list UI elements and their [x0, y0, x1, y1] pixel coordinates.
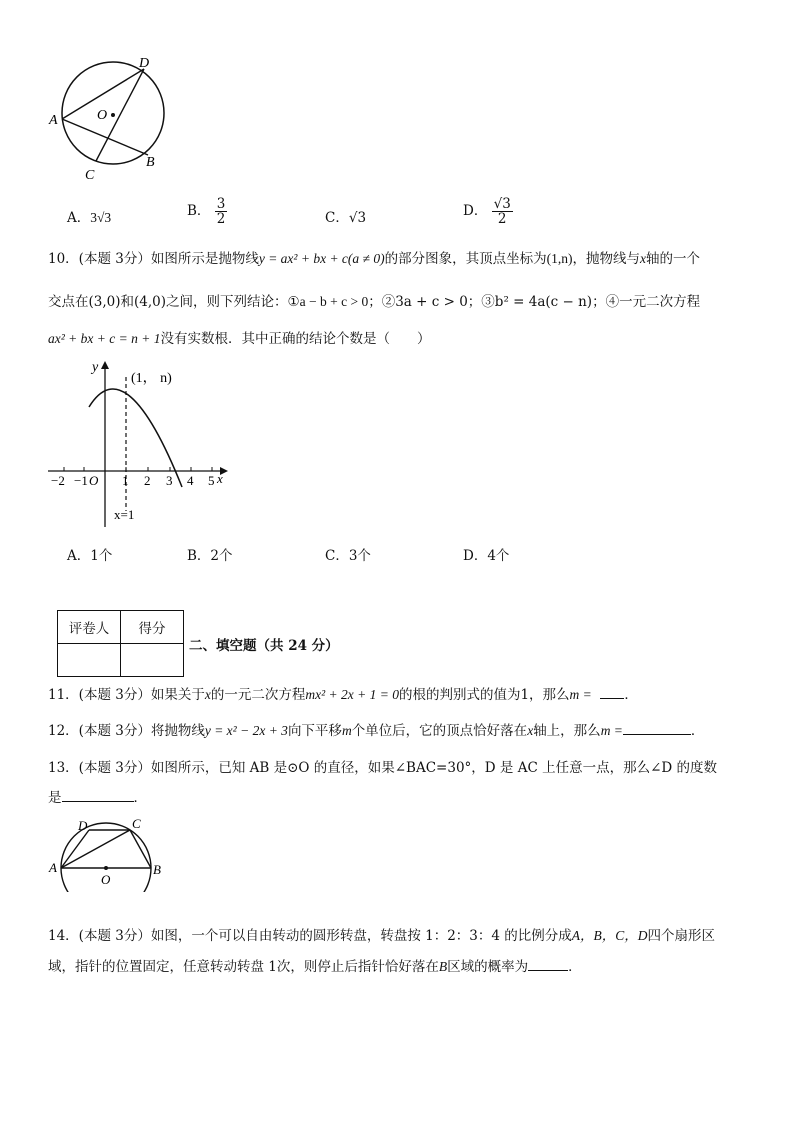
label-O: O: [101, 872, 111, 887]
q10-line-2: 交点在(3,0)和(4,0)之间，则下列结论：①a − b + c > 0；②3a + c > 0；③b² = 4a(c − n)；④一元二次方程: [48, 294, 701, 310]
tick-label-5: 5: [208, 473, 215, 488]
q10-option-a: A．1个: [67, 548, 113, 564]
label-B: B: [146, 155, 155, 170]
label-C: C: [85, 168, 95, 182]
label-O: O: [97, 108, 108, 123]
q13-text-line-2: 是 ．: [48, 790, 147, 806]
q9-circle-figure: [45, 52, 175, 182]
q12-text: 12．(本题 3分）将抛物线y = x² − 2x + 3向下平移m个单位后，它的顶点恰好落在x轴上，那么m = ．: [48, 723, 705, 739]
score-table-score-header: 得分: [121, 611, 184, 644]
origin-label: O: [89, 473, 99, 488]
q14-text-line-1: 14．(本题 3分）如图，一个可以自由转动的圆形转盘，转盘按 1：2：3：4 的比例分成A，B，C，D四个扇形区: [48, 928, 716, 944]
q13-answer-blank[interactable]: [62, 801, 134, 802]
tick-label-3: 3: [166, 473, 173, 488]
q14-text-line-2: 域，指针的位置固定，任意转动转盘 1次，则停止后指针恰好落在B区域的概率为 ．: [48, 959, 582, 975]
center-point: [104, 866, 108, 870]
label-C: C: [132, 816, 141, 831]
score-table-grader-cell: [58, 644, 121, 677]
chord-AB: [62, 119, 148, 155]
label-D: D: [78, 818, 88, 833]
q10-line-1: 10．(本题 3分）如图所示是抛物线y = ax² + bx + c(a ≠ 0)的部分图象，其顶点坐标为(1,n)，抛物线与x轴的一个: [48, 251, 700, 267]
y-axis-arrow: [101, 361, 109, 369]
tick-label-neg1: −1: [74, 473, 88, 488]
vertex-label: (1， n): [131, 371, 172, 386]
tick-label-4: 4: [187, 473, 194, 488]
tick-label-neg2: −2: [51, 473, 65, 488]
q11-text: 11．(本题 3分）如果关于x的一元二次方程mx² + 2x + 1 = 0的根的判别式的值为1，那么m = ．: [48, 687, 638, 703]
label-A: A: [49, 113, 58, 128]
y-label: y: [92, 360, 99, 375]
q9-option-a: A．3√3: [67, 210, 112, 226]
x-label: x: [217, 471, 223, 486]
label-A: A: [49, 860, 57, 875]
q10-option-c: C．3个: [325, 548, 371, 564]
q11-answer-blank[interactable]: [600, 698, 624, 699]
q10-option-d: D．4个: [463, 548, 510, 564]
q13-text-line-1: 13．(本题 3分）如图所示，已知 AB 是⊙O 的直径，如果∠BAC=30°，D 是 AC 上任意一点，那么∠D 的度数: [48, 760, 718, 776]
q9-option-d: D． $\frac{√3}{2}$: [463, 196, 511, 228]
q13-circle-figure: [45, 812, 170, 892]
center-point: [111, 113, 115, 117]
score-table: [57, 610, 184, 677]
tick-label-2: 2: [144, 473, 151, 488]
section-title: 二、填空题（共 24 分）: [189, 638, 339, 654]
symmetry-label: x=1: [114, 507, 135, 522]
label-B: B: [153, 862, 161, 877]
q10-parabola-figure: [40, 355, 240, 535]
score-table-score-cell: [121, 644, 184, 677]
score-table-grader-header: 评卷人: [58, 611, 121, 644]
chord-AC: [61, 830, 130, 868]
chord-CB: [130, 830, 151, 868]
q12-answer-blank[interactable]: [623, 734, 691, 735]
q10-line-3: ax² + bx + c = n + 1没有实数根．其中正确的结论个数是（ ）: [48, 331, 431, 347]
q14-answer-blank[interactable]: [528, 970, 568, 971]
label-D: D: [139, 56, 150, 71]
q10-option-b: B．2个: [187, 548, 233, 564]
tick-label-1: 1: [122, 473, 129, 488]
q9-option-c: C．√3: [325, 210, 367, 226]
q9-option-b: B． $\frac{3}{2}$: [187, 196, 226, 228]
